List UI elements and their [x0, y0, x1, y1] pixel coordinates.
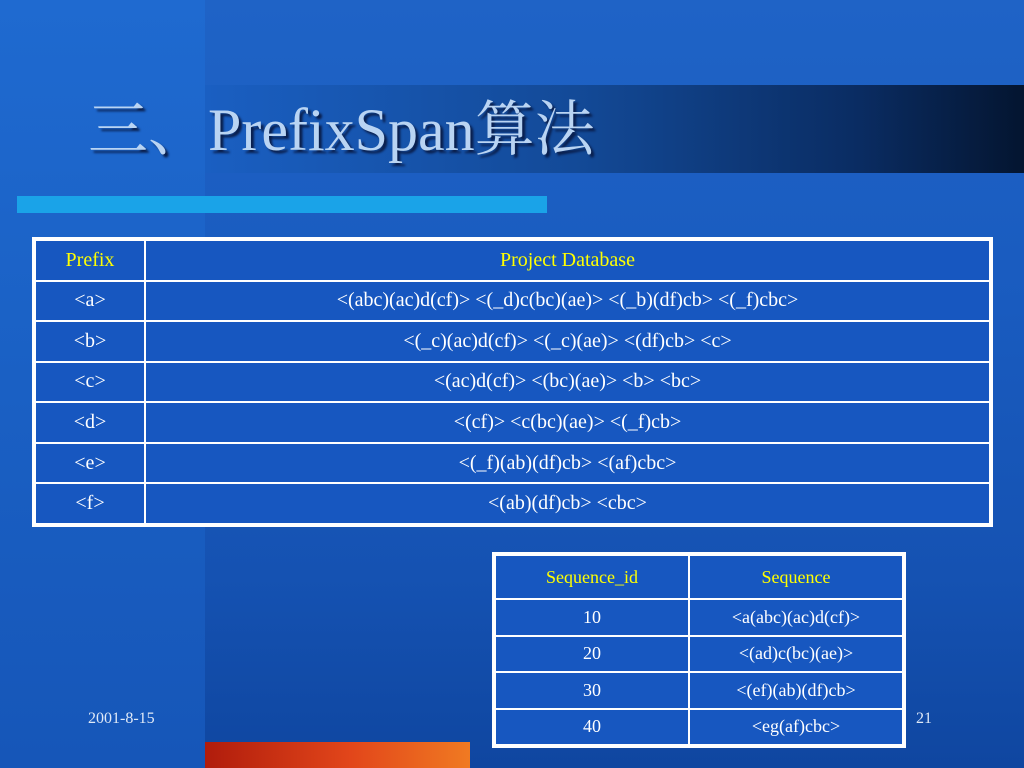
project-database-table [34, 239, 991, 525]
sequence-id-cell: 30 [495, 672, 689, 709]
project-database-table-frame [32, 237, 993, 527]
sequence-table-frame [492, 552, 906, 748]
footer-date: 2001-8-15 [88, 710, 155, 727]
project-db-cell: <(_c)(ac)d(cf)> <(_c)(ae)> <(df)cb> <c> [145, 321, 990, 362]
table-row [495, 599, 903, 636]
column-header-sequence-id: Sequence_id [495, 555, 689, 599]
table-row [495, 672, 903, 709]
slide-title: 三、PrefixSpan算法 [88, 97, 595, 163]
table-row [35, 281, 990, 322]
column-header-project-database: Project Database [145, 240, 990, 281]
prefix-cell: <b> [35, 321, 145, 362]
table-row [35, 362, 990, 403]
prefix-cell: <e> [35, 443, 145, 484]
prefix-cell: <a> [35, 281, 145, 322]
sequence-table [494, 554, 904, 746]
footer-accent-bar [205, 742, 470, 768]
table-header-row [35, 240, 990, 281]
sequence-cell: <a(abc)(ac)d(cf)> [689, 599, 903, 636]
sequence-cell: <(ad)c(bc)(ae)> [689, 636, 903, 673]
project-db-cell: <(_f)(ab)(df)cb> <(af)cbc> [145, 443, 990, 484]
page-number: 21 [916, 710, 932, 727]
column-header-prefix: Prefix [35, 240, 145, 281]
project-db-cell: <(abc)(ac)d(cf)> <(_d)c(bc)(ae)> <(_b)(df)cb> <(_f)cbc> [145, 281, 990, 322]
prefix-cell: <c> [35, 362, 145, 403]
column-header-sequence: Sequence [689, 555, 903, 599]
table-row [35, 443, 990, 484]
project-db-cell: <(ac)d(cf)> <(bc)(ae)> <b> <bc> [145, 362, 990, 403]
project-db-cell: <(cf)> <c(bc)(ae)> <(_f)cb> [145, 402, 990, 443]
prefix-cell: <f> [35, 483, 145, 524]
sequence-cell: <(ef)(ab)(df)cb> [689, 672, 903, 709]
table-row [495, 636, 903, 673]
table-row [35, 402, 990, 443]
table-row [495, 709, 903, 746]
table-row [35, 321, 990, 362]
sequence-cell: <eg(af)cbc> [689, 709, 903, 746]
title-underline-bar [17, 196, 547, 213]
table-row [35, 483, 990, 524]
sequence-id-cell: 40 [495, 709, 689, 746]
project-db-cell: <(ab)(df)cb> <cbc> [145, 483, 990, 524]
table-header-row [495, 555, 903, 599]
sequence-id-cell: 10 [495, 599, 689, 636]
sequence-id-cell: 20 [495, 636, 689, 673]
prefix-cell: <d> [35, 402, 145, 443]
